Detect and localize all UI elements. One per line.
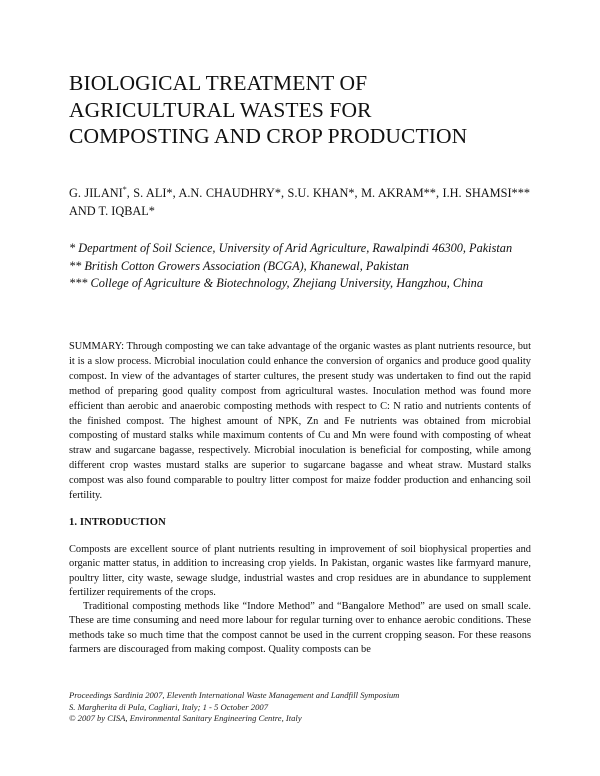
first-author: G. JILANI	[69, 186, 123, 200]
footer-line-1: Proceedings Sardinia 2007, Eleventh International Waste Management and Landfill Symposium	[69, 690, 400, 700]
summary-abstract: SUMMARY: Through composting we can take advantage of the organic wastes as plant nutrients resource, but it is a slow process. Microbial inoculation could enhance the conversion of organics and produce good quality compost. In view of the advantages of starter cultures, the present study was undertaken to find out the rapid method of preparing good quality compost from agricultural wastes. Inoculation method was found more efficient than aerobic and anaerobic composting methods with respect to C: N ratio and nutrients contents of the finished compost. The highest amount of NPK, Zn and Fe nutrients was obtained from microbial composting of mustard stalks while maximum contents of Cu and Mn were found with composting of wheat straw and sugarcane bagasse, respectively. Microbial inoculation is beneficial for composting, while among different crop wastes mustard stalks are superior to sugarcane bagasse and wheat straw. Mustard stalks compost was also found comparable to poultry litter compost for maize fodder production and enhancing soil fertility.	[69, 341, 531, 502]
introduction-body	[69, 543, 531, 657]
section-heading-introduction: 1. INTRODUCTION	[69, 517, 166, 528]
paragraph-2: Traditional composting methods like “Indore Method” and “Bangalore Method” are used on small scale. These are time consuming and need more labour for regular turning over to enhance aerobic conditions. These methods take so much time that the compost cannot be used in the current cropping season. For these reasons farmers are discouraged from making compost. Quality composts can be	[69, 601, 531, 656]
footer-line-3: © 2007 by CISA, Environmental Sanitary Engineering Centre, Italy	[69, 713, 302, 723]
affiliation-1: * Department of Soil Science, University of Arid Agriculture, Rawalpindi 46300, Pakistan	[69, 241, 513, 255]
paper-title	[69, 70, 539, 150]
affiliations	[69, 240, 531, 293]
affiliation-3: *** College of Agriculture & Biotechnology, Zhejiang University, Hangzhou, China	[69, 276, 483, 290]
corresponding-author-mark: *	[122, 184, 127, 194]
other-authors: , S. ALI*, A.N. CHAUDHRY*, S.U. KHAN*, M. AKRAM**, I.H. SHAMSI*** AND T. IQBAL*	[69, 186, 530, 218]
footer-line-2: S. Margherita di Pula, Cagliari, Italy; 1 - 5 October 2007	[69, 701, 268, 712]
title-line-2: AGRICULTURAL WASTES FOR	[69, 97, 372, 122]
author-list	[69, 184, 530, 220]
title-line-1: BIOLOGICAL TREATMENT OF	[69, 71, 368, 95]
paragraph-1: Composts are excellent source of plant nutrients resulting in improvement of soil biophysical properties and organic matter status, in addition to increasing crop yields. In Pakistan, organic wastes like farmyard manure, poultry litter, city waste, sewage sludge, industrial wastes and crop residues are in abundance to supplement fertilizer requirements of the crops.	[69, 544, 531, 598]
affiliation-2: ** British Cotton Growers Association (BCGA), Khanewal, Pakistan	[69, 258, 409, 273]
title-line-3: COMPOSTING AND CROP PRODUCTION	[69, 124, 468, 148]
proceedings-footer	[69, 690, 539, 725]
